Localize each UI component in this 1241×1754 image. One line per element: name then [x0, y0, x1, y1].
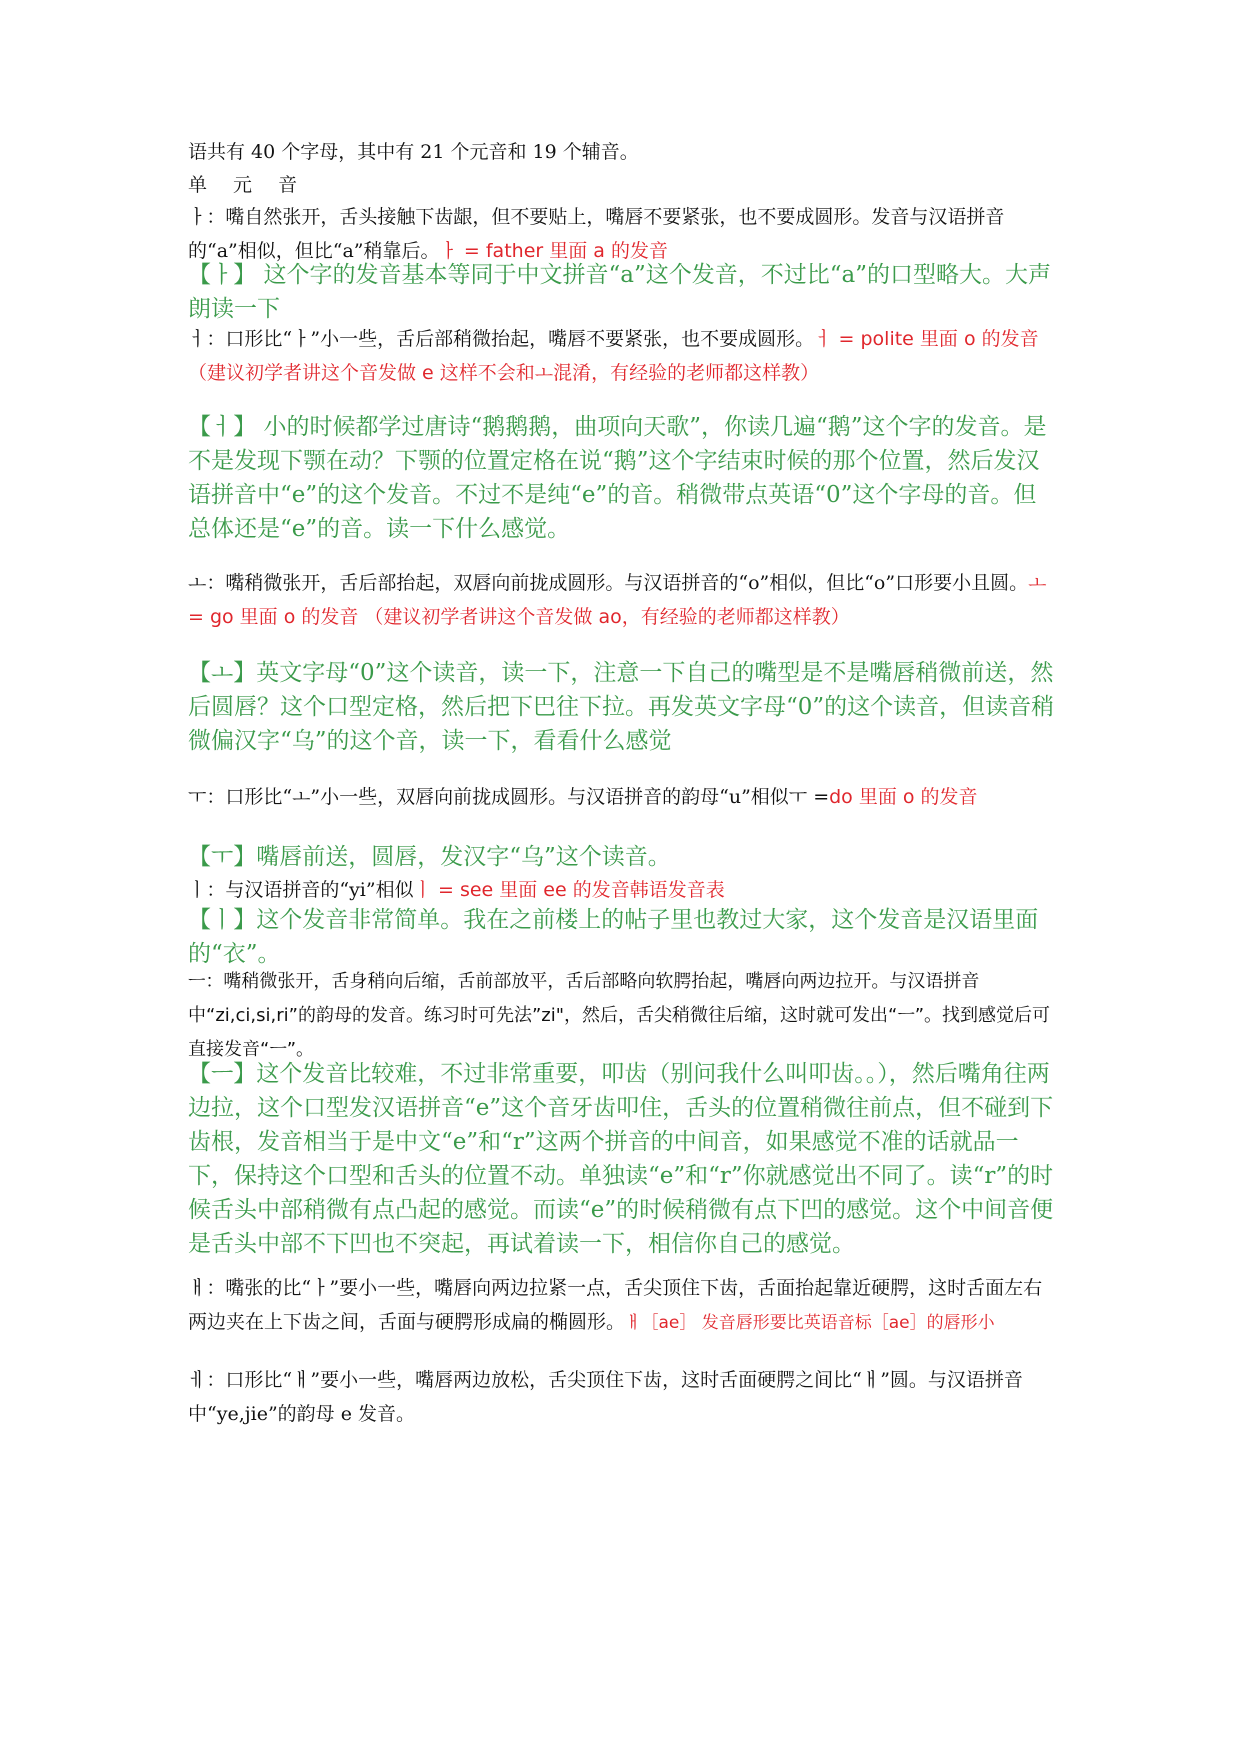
- vowel-i-tip: 【ㅣ】这个发音非常简单。我在之前楼上的帖子里也教过大家，这个发音是汉语里面的“衣”。: [188, 907, 1039, 967]
- vowel-i-text: ㅣ：与汉语拼音的“yi”相似: [188, 879, 414, 901]
- vowel-eo-description: [188, 322, 1058, 390]
- vowel-eu-description: ㅡ：嘴稍微张开，舌身稍向后缩，舌前部放平，舌后部略向软腭抬起，嘴唇向两边拉开。与汉语拼音中“zi,ci,si,ri”的韵母的发音。练习时可先法”zi"，然后，舌尖稍微往后缩，这时就可发出“ㅡ”。找到感觉后可直接发音“ㅡ”。: [188, 971, 1051, 1060]
- vowel-a-text: ㅏ：嘴自然张开，舌头接触下齿龈，但不要贴上，嘴唇不要紧张，也不要成圆形。发音与汉语拼音的“a”相似，但比“a”稍靠后。: [188, 206, 1005, 262]
- vowel-ae-description: [188, 1271, 1058, 1340]
- section-heading: 单 元 音: [188, 174, 308, 196]
- vowel-ae-text: ㅐ：嘴张的比“ㅏ”要小一些，嘴唇向两边拉紧一点，舌尖顶住下齿，舌面抬起靠近硬腭，这时舌面左右两边夹在上下齿之间，舌面与硬腭形成扁的椭圆形。: [188, 1277, 1043, 1333]
- vowel-u-english-note: do 里面 o 的发音: [829, 786, 978, 808]
- vowel-a-tip: 【ㅏ】 这个字的发音基本等同于中文拼音“a”这个发音，不过比“a”的口型略大。大声朗读一下: [188, 262, 1051, 322]
- vowel-o-tip: 【ㅗ】英文字母“0”这个读音，读一下，注意一下自己的嘴型是不是嘴唇稍微前送，然后圆唇？这个口型定格，然后把下巴往下拉。再发英文字母“0”的这个读音，但读音稍微偏汉字“乌”的这个音，读一下，看看什么感觉: [188, 660, 1055, 754]
- vowel-eu-tip: 【ㅡ】这个发音比较难，不过非常重要，叩齿（别问我什么叫叩齿。。），然后嘴角往两边拉，这个口型发汉语拼音“e”这个音牙齿叩住，舌头的位置稍微往前点，但不碰到下齿根，发音相当于是中文“e”和“r”这两个拼音的中间音，如果感觉不准的话就品一下，保持这个口型和舌头的位置不动。单独读“e”和“r”你就感觉出不同了。读“r”的时候舌头中部稍微有点凸起的感觉。而读“e”的时候稍微有点下凹的感觉。这个中间音便是舌头中部不下凹也不突起，再试着读一下，相信你自己的感觉。: [188, 1061, 1054, 1257]
- vowel-o-text: ㅗ：嘴稍微张开，舌后部抬起，双唇向前拢成圆形。与汉语拼音的“o”相似，但比“o”口形要小且圆。: [188, 572, 1029, 594]
- vowel-i-english-note: ㅣ = see 里面 ee 的发音韩语发音表: [413, 879, 725, 901]
- vowel-o-english-note: ㅗ = go 里面 o 的发音 （建议初学者讲这个音发做 ao，有经验的老师都这样教）: [188, 572, 1047, 628]
- vowel-eo-tip: 【ㅓ】 小的时候都学过唐诗“鹅鹅鹅，曲项向天歌”，你读几遍“鹅”这个字的发音。是不是发现下颚在动？下颚的位置定格在说“鹅”这个字结束时候的那个位置，然后发汉语拼音中“e”的这个发音。不过不是纯“e”的音。稍微带点英语“0”这个字母的音。但总体还是“e”的音。读一下什么感觉。: [188, 414, 1047, 542]
- vowel-eo-english-note: ㅓ = polite 里面 o 的发音 （建议初学者讲这个音发做 e 这样不会和ㅗ混淆，有经验的老师都这样教）: [188, 328, 1039, 384]
- vowel-a-english-note: ㅏ = father 里面 a 的发音: [439, 240, 668, 262]
- vowel-o-description: [188, 566, 1058, 634]
- vowel-ae-english-note: ㅐ［ae］ 发音唇形要比英语音标［ae］的唇形小: [625, 1313, 995, 1333]
- vowel-u-text: ㅜ：口形比“ㅗ”小一些，双唇向前拢成圆形。与汉语拼音的韵母“u”相似ㅜ =: [188, 786, 830, 808]
- intro-line: 语共有 40 个字母，其中有 21 个元音和 19 个辅音。: [188, 141, 639, 163]
- vowel-u-tip: 【ㅜ】嘴唇前送，圆唇，发汉字“乌”这个读音。: [188, 844, 671, 870]
- vowel-e-description: ㅔ：口形比“ㅐ”要小一些，嘴唇两边放松，舌尖顶住下齿，这时舌面硬腭之间比“ㅐ”圆。与汉语拼音中“ye,jie”的韵母 e 发音。: [188, 1369, 1023, 1425]
- vowel-eo-text: ㅓ：口形比“ㅏ”小一些，舌后部稍微抬起，嘴唇不要紧张，也不要成圆形。: [188, 328, 815, 350]
- vowel-i-description: [188, 873, 1058, 907]
- vowel-u-description: [188, 780, 1058, 814]
